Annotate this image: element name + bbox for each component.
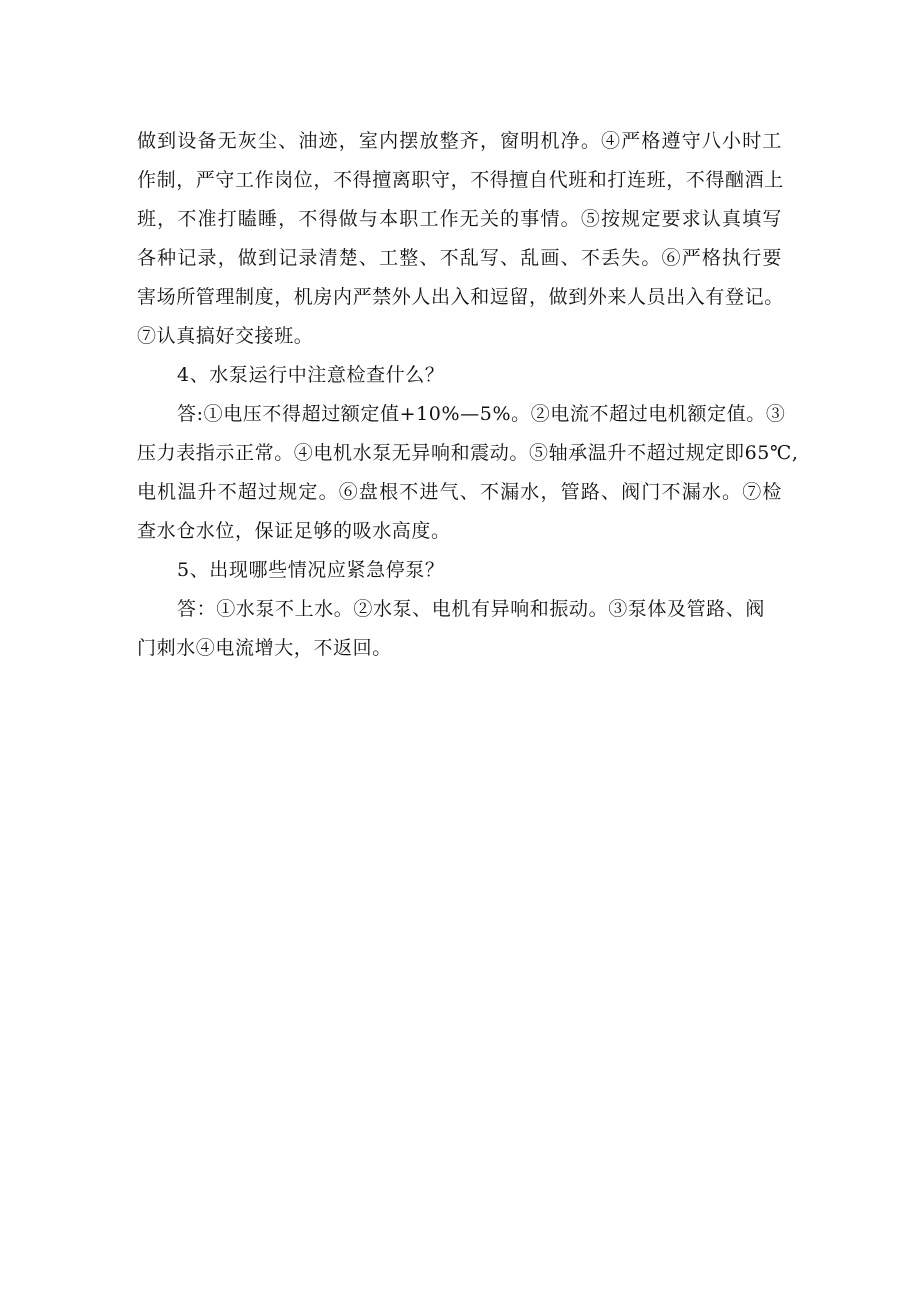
question-heading-5: 5、出现哪些情况应紧急停泵？ (177, 559, 445, 581)
paragraph-line-3: 班，不准打瞌睡，不得做与本职工作无关的事情。⑤按规定要求认真填写 (137, 208, 782, 230)
paragraph-line-1: 做到设备无灰尘、油迹，室内摆放整齐，窗明机净。④严格遵守八小时工 (137, 130, 782, 152)
answer-4-line-2: 压力表指示正常。④电机水泵无异响和震动。⑤轴承温升不超过规定即65℃, (137, 442, 799, 464)
answer-4-line-1: 答:①电压不得超过额定值+10%—5%。②电流不超过电机额定值。③ (177, 403, 786, 425)
answer-4-line-4: 查水仓水位，保证足够的吸水高度。 (137, 520, 451, 542)
question-heading-4: 4、水泵运行中注意检查什么？ (177, 364, 445, 386)
paragraph-line-5: 害场所管理制度，机房内严禁外人出入和逗留，做到外来人员出入有登记。 (137, 286, 784, 308)
document-body (137, 122, 797, 668)
answer-5-line-1: 答：①水泵不上水。②水泵、电机有异响和振动。③泵体及管路、阀 (177, 598, 766, 620)
paragraph-line-4: 各种记录，做到记录清楚、工整、不乱写、乱画、不丢失。⑥严格执行要 (137, 247, 782, 269)
paragraph-line-6: ⑦认真搞好交接班。 (137, 325, 314, 347)
paragraph-line-2: 作制，严守工作岗位，不得擅离职守，不得擅自代班和打连班，不得酗酒上 (137, 169, 784, 191)
answer-4-line-3: 电机温升不超过规定。⑥盘根不进气、不漏水，管路、阀门不漏水。⑦检 (137, 481, 782, 503)
answer-5-line-2: 门刺水④电流增大，不返回。 (137, 637, 392, 659)
